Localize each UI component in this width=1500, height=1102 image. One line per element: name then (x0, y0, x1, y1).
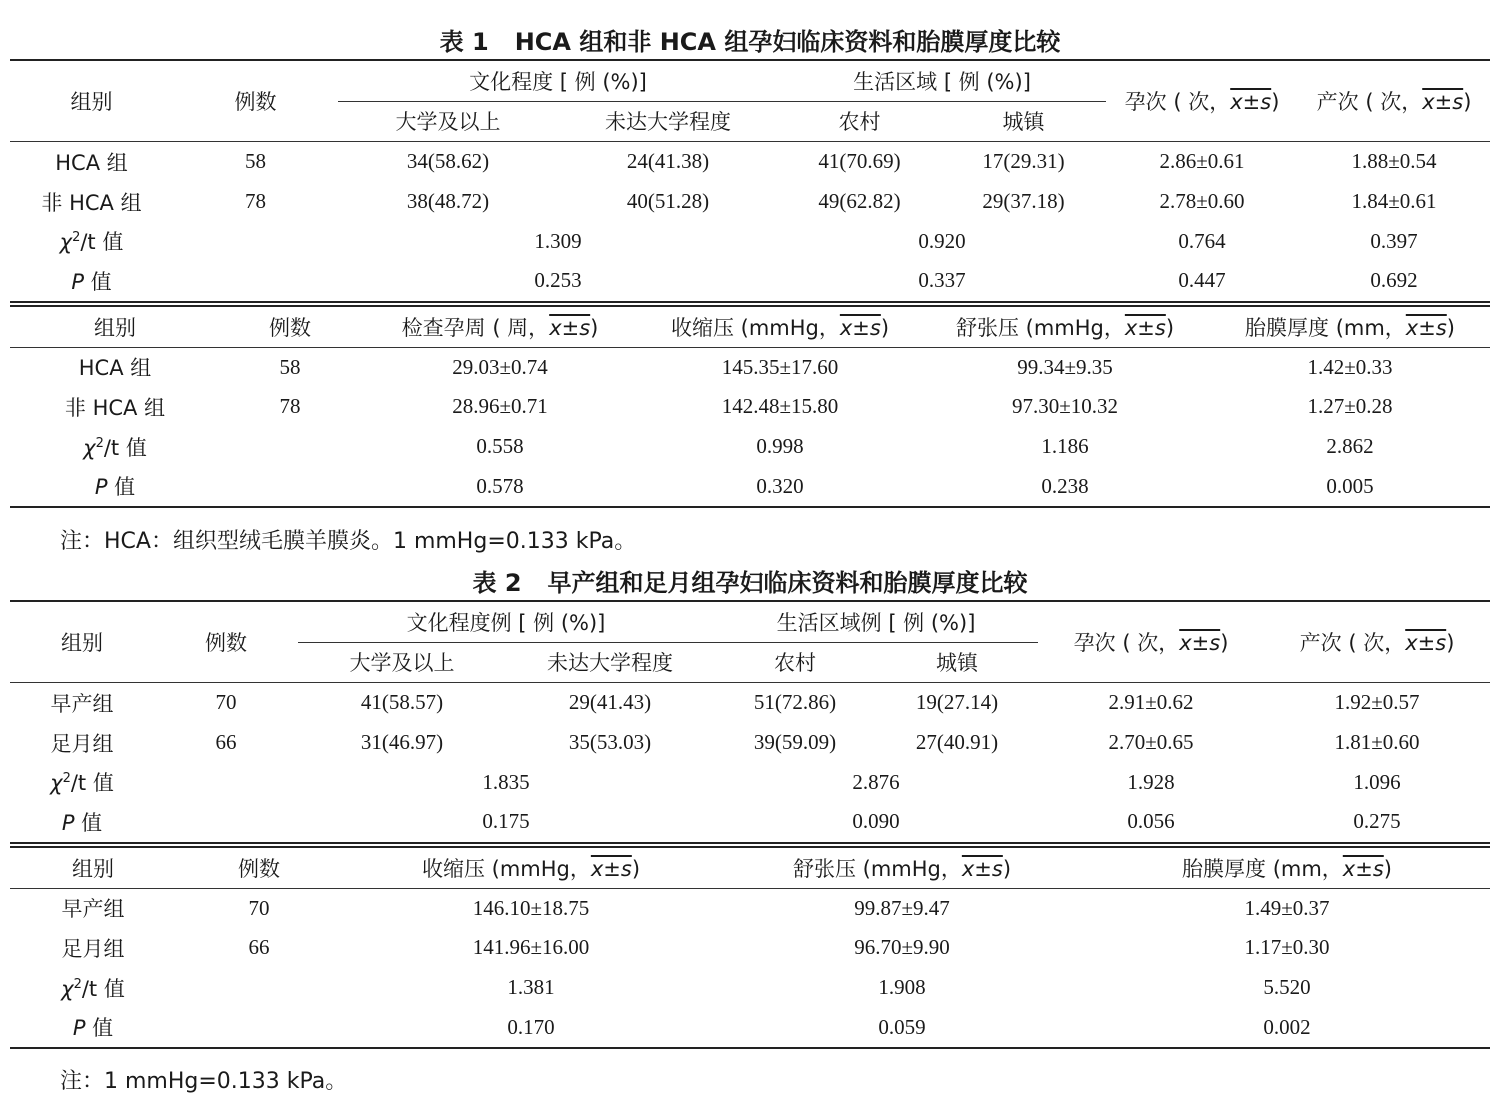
stat-label: $\chi^2/t$ 值 (59, 230, 124, 255)
p-row: P 值 0.170 0.059 0.002 (10, 1007, 1490, 1048)
p-row: P 值 0.578 0.320 0.238 0.005 (10, 466, 1490, 507)
header-dbp: 舒张压 (mmHg，x±s) (792, 856, 1012, 881)
table2-caption (0, 563, 1500, 598)
header-urban: 城镇 (936, 651, 979, 676)
table2-label: 表 2 (472, 569, 522, 597)
header-edu-below: 未达大学程度 (605, 110, 731, 135)
table-row: HCA 组 58 29.03±0.74 145.35±17.60 99.34±9.35 1.42±0.33 (10, 347, 1490, 387)
header-edu-college: 大学及以上 (395, 110, 501, 135)
header-parity: 产次 ( 次，x±s) (1316, 90, 1472, 115)
table2-note: 注：1 mmHg=0.133 kPa。 (60, 1069, 348, 1094)
header-urban: 城镇 (1002, 110, 1045, 135)
header-rural: 农村 (838, 110, 881, 135)
header-group: 组别 (70, 90, 113, 115)
header-edu-college: 大学及以上 (349, 651, 455, 676)
table-row: HCA 组 58 34(58.62) 24(41.38) 41(70.69) 17(29.31) 2.86±0.61 1.88±0.54 (10, 142, 1490, 182)
header-count: 例数 (234, 90, 277, 115)
table2-part-a (10, 600, 1490, 844)
header-count: 例数 (269, 315, 311, 340)
table-row: 非 HCA 组 78 28.96±0.71 142.48±15.80 97.30±10.32 1.27±0.28 (64, 394, 1393, 420)
header-sbp: 收缩压 (mmHg，x±s) (670, 315, 890, 340)
table1-part-a (10, 59, 1490, 303)
header-count: 例数 (205, 631, 247, 656)
stat-label: $\chi^2/t$ 值 (61, 976, 125, 1001)
header-membrane: 胎膜厚度 (mm，x±s) (1182, 856, 1392, 881)
header-gest-week: 检查孕周 ( 周，x±s) (401, 315, 599, 340)
header-group: 组别 (61, 631, 103, 656)
stat-row: $\chi^2/t$ 值 1.309 0.920 0.764 0.397 (10, 221, 1490, 261)
table1-part-b (10, 305, 1490, 508)
header-education: 文化程度例 [ 例 (%)] (298, 601, 714, 642)
header-group: 组别 (94, 315, 136, 340)
header-dbp: 舒张压 (mmHg，x±s) (955, 315, 1175, 340)
table1-caption (0, 22, 1500, 57)
header-count: 例数 (238, 856, 280, 881)
header-membrane: 胎膜厚度 (mm，x±s) (1245, 315, 1455, 340)
p-label: P 值 (71, 269, 112, 294)
header-region: 生活区域 [ 例 (%)] (778, 60, 1106, 101)
p-label: P 值 (94, 475, 136, 500)
p-row: P 值 0.175 0.090 0.056 0.275 (10, 802, 1490, 843)
stat-label: $\chi^2/t$ 值 (83, 435, 147, 460)
stat-row: $\chi^2/t$ 值 1.381 1.908 5.520 (10, 968, 1490, 1008)
table1-title: HCA 组和非 HCA 组孕妇临床资料和胎膜厚度比较 (514, 28, 1061, 56)
table-row: 非 HCA 组 78 38(48.72) 40(51.28) 49(62.82) 29(37.18) 2.78±0.60 1.84±0.61 (41, 189, 1437, 215)
p-label: P 值 (72, 1016, 114, 1041)
header-education: 文化程度 [ 例 (%)] (338, 60, 778, 101)
header-edu-below: 未达大学程度 (547, 651, 673, 676)
header-parity: 产次 ( 次，x±s) (1299, 631, 1455, 656)
stat-row: $\chi^2/t$ 值 0.558 0.998 1.186 2.862 (10, 427, 1490, 467)
table1-note: 注：HCA：组织型绒毛膜羊膜炎。1 mmHg=0.133 kPa。 (60, 529, 637, 554)
stat-label: $\chi^2/t$ 值 (50, 771, 114, 796)
header-gravidity: 孕次 ( 次，x±s) (1124, 90, 1280, 115)
table-row: 足月组 66 141.96±16.00 96.70±9.90 1.17±0.30 (61, 935, 1330, 961)
p-row: P 值 0.253 0.337 0.447 0.692 (10, 261, 1490, 302)
stat-row: $\chi^2/t$ 值 1.835 2.876 1.928 1.096 (10, 762, 1490, 802)
table2-title: 早产组和足月组孕妇临床资料和胎膜厚度比较 (547, 569, 1028, 597)
table-row: 足月组 66 31(46.97) 35(53.03) 39(59.09) 27(40.91) 2.70±0.65 1.81±0.60 (50, 730, 1420, 756)
header-region: 生活区域例 [ 例 (%)] (714, 601, 1038, 642)
header-rural: 农村 (774, 651, 817, 676)
table1-label: 表 1 (439, 28, 489, 56)
header-sbp: 收缩压 (mmHg，x±s) (421, 856, 641, 881)
table2-part-b (10, 846, 1490, 1049)
p-label: P 值 (61, 810, 103, 835)
header-group: 组别 (72, 856, 114, 881)
header-gravidity: 孕次 ( 次，x±s) (1073, 631, 1229, 656)
table-row: 早产组 70 146.10±18.75 99.87±9.47 1.49±0.37 (10, 888, 1490, 928)
table-row: 早产组 70 41(58.57) 29(41.43) 51(72.86) 19(27.14) 2.91±0.62 1.92±0.57 (10, 683, 1490, 723)
